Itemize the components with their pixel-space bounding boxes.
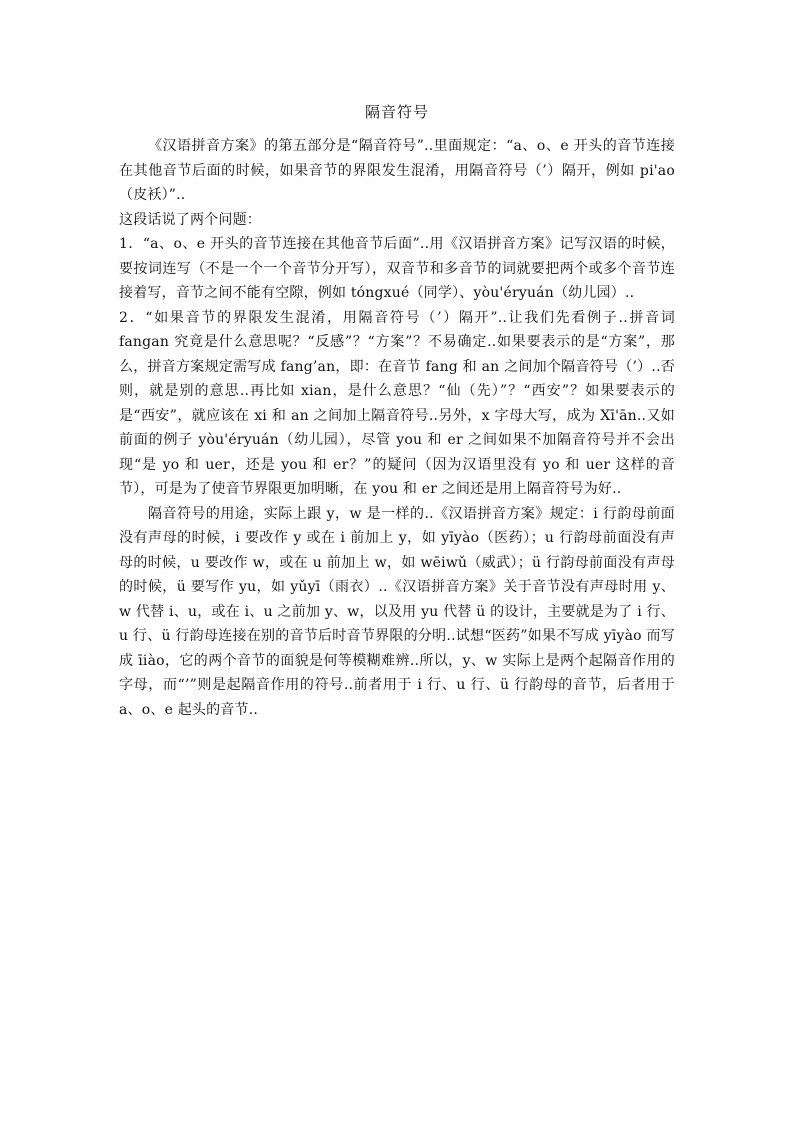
- paragraph-intro: 《汉语拼音方案》的第五部分是“隔音符号”..里面规定：“a、o、e 开头的音节连接在其他音节后面的时候，如果音节的界限发生混淆，用隔音符号（’）隔开，例如 pi'ao（皮袄）”..: [119, 138, 675, 203]
- document-title: 隔音符号: [364, 103, 429, 121]
- paragraph-two-issues: 这段话说了两个问题：: [119, 211, 261, 228]
- paragraph-usage: 隔音符号的用途，实际上跟 y，w 是一样的..《汉语拼音方案》规定：i 行韵母前面没有声母的时候，i 要改作 y 或在 i 前加上 y，如 yīyào（医药）；u 行韵母前面没有声母的时候，u 要改作 w，或在 u 前加上 w，如 wēiwǔ（威武）；ü 行韵母前面没有声母的时候，ü 要写作 yu，如 yǔyī（雨衣）..《汉语拼音方案》关于音节没有声母时用 y、w 代替 i、u，或在 i、u 之前加 y、w，以及用 yu 代替 ü 的设计，主要就是为了 i 行、u 行、ü 行韵母连接在别的音节后时音节界限的分明..试想“医药”如果不写成 yīyào 而写成 īiào，它的两个音节的面貌是何等模糊难辨..所以，y、w 实际上是两个起隔音作用的字母，而“’”则是起隔音作用的符号..前者用于 i 行、u 行、ü 行韵母的音节，后者用于 a、o、e 起头的音节..: [119, 505, 675, 718]
- document-body: [119, 134, 675, 722]
- paragraph-point-1: 1．“a、o、e 开头的音节连接在其他音节后面”..用《汉语拼音方案》记写汉语的时候，要按词连写（不是一个一个音节分开写），双音节和多音节的词就要把两个或多个音节连接着写，音节之间不能有空隙，例如 tóngxué（同学）、yòu'éryuán（幼儿园）..: [119, 236, 675, 301]
- paragraph-point-2: 2．“如果音节的界限发生混淆，用隔音符号（’）隔开”..让我们先看例子..拼音词 fangan 究竟是什么意思呢？“反感”？“方案”？不易确定..如果要表示的是“方案”，那么，拼音方案规定需写成 fang’an，即：在音节 fang 和 an 之间加个隔音符号（’）..否则，就是别的意思..再比如 xian，是什么意思？“仙（先）”？“西安”？如果要表示的是“西安”，就应该在 xi 和 an 之间加上隔音符号..另外，x 字母大写，成为 Xī'ān..又如前面的例子 yòu'éryuán（幼儿园），尽管 you 和 er 之间如果不加隔音符号并不会出现“是 yo 和 uer，还是 you 和 er？”的疑问（因为汉语里没有 yo 和 uer 这样的音节），可是为了使音节界限更加明晰，在 you 和 er 之间还是用上隔音符号为好..: [119, 309, 675, 497]
